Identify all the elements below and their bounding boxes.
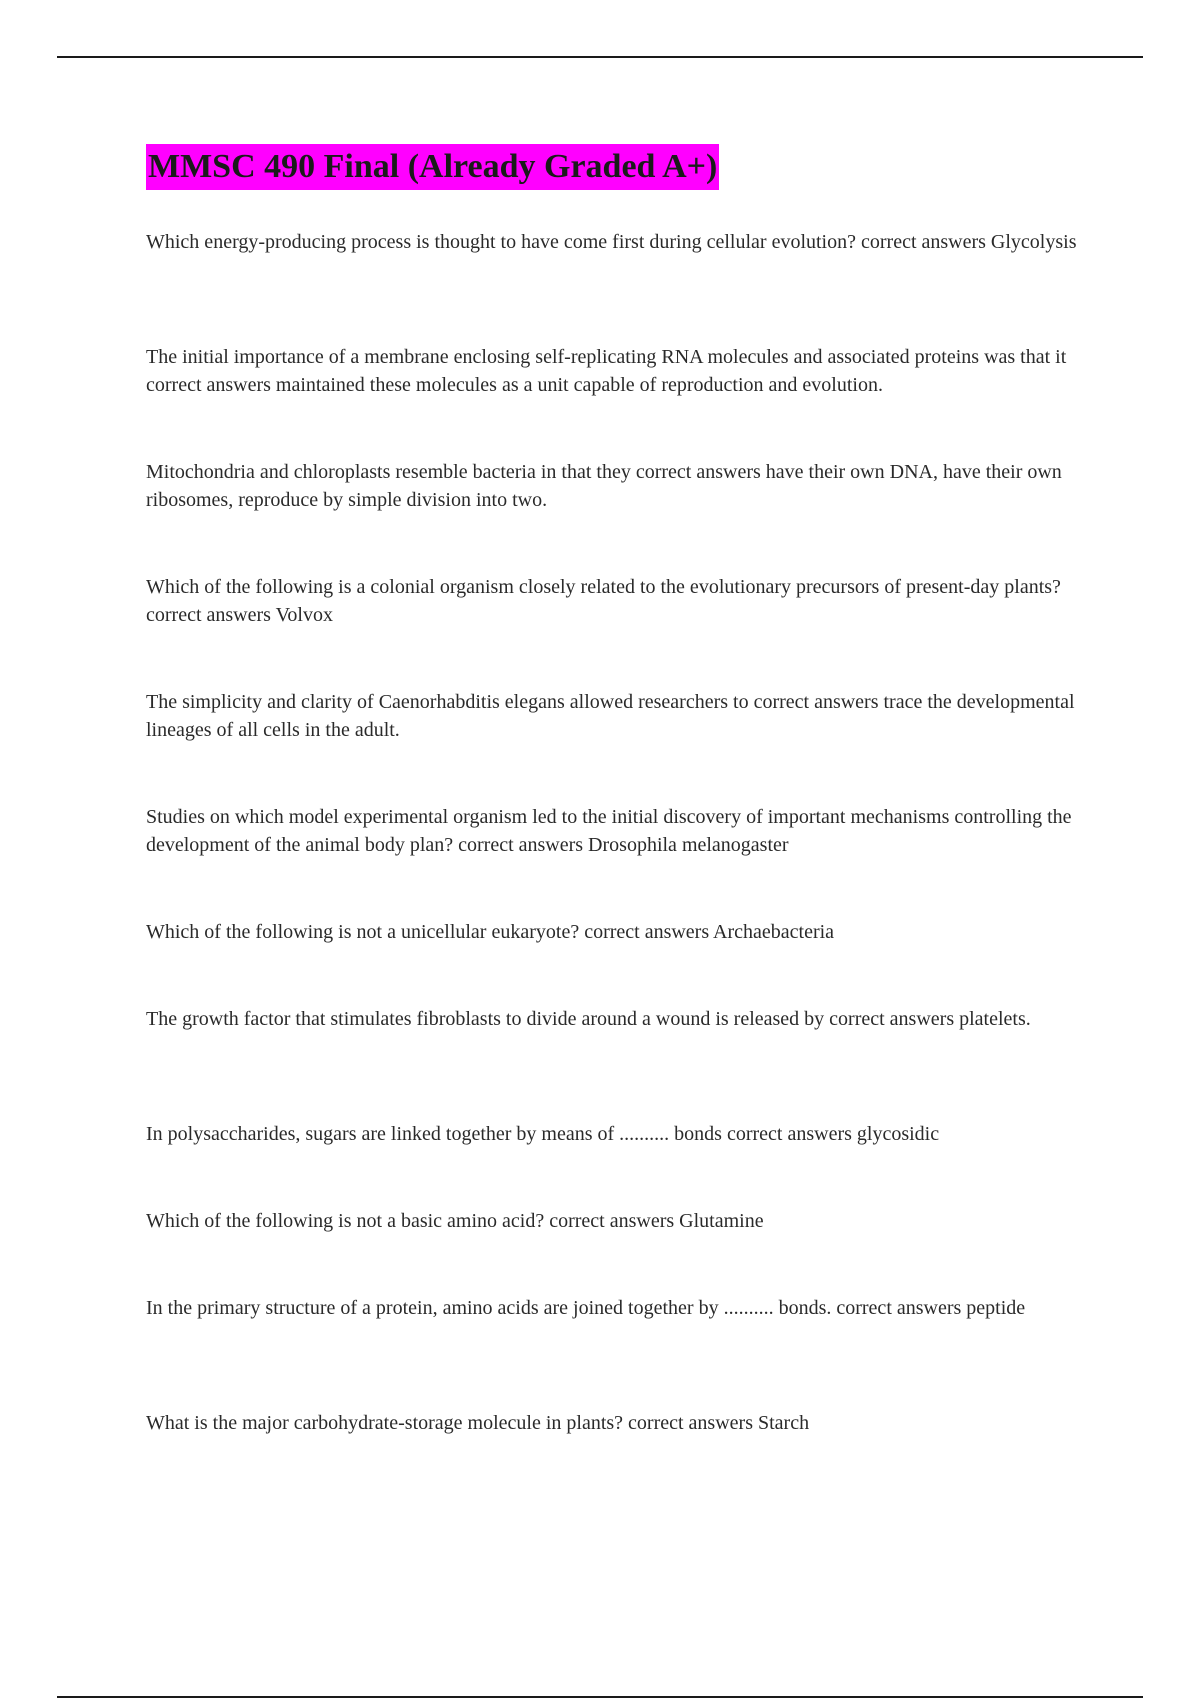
qa-item: Which of the following is not a basic amino acid? correct answers Glutamine [146,1210,764,1232]
qa-item: The simplicity and clarity of Caenorhabditis elegans allowed researchers to correct answers trace the developmental lineages of all cells in the adult. [146,691,1075,741]
qa-item: Mitochondria and chloroplasts resemble bacteria in that they correct answers have their own DNA, have their own ribosomes, reproduce by simple division into two. [146,461,1062,511]
document-title: MMSC 490 Final (Already Graded A+) [146,144,719,190]
bottom-divider [57,1696,1143,1698]
qa-item: The growth factor that stimulates fibroblasts to divide around a wound is released by correct answers platelets. [146,1008,1031,1030]
top-divider [57,56,1143,58]
qa-item: Studies on which model experimental organism led to the initial discovery of important mechanisms controlling the development of the animal body plan? correct answers Drosophila melanogaster [146,806,1072,856]
qa-item: Which of the following is not a unicellular eukaryote? correct answers Archaebacteria [146,921,835,943]
qa-item: In the primary structure of a protein, amino acids are joined together by .......... bonds. correct answers peptide [146,1297,1026,1319]
qa-item: Which energy-producing process is thought to have come first during cellular evolution? correct answers Glycolysis [146,231,1077,253]
qa-item: The initial importance of a membrane enclosing self-replicating RNA molecules and associated proteins was that it correct answers maintained these molecules as a unit capable of reproduction and evolution. [146,346,1067,396]
qa-list [146,228,1086,1496]
qa-item: Which of the following is a colonial organism closely related to the evolutionary precursors of present-day plants? correct answers Volvox [146,576,1061,626]
qa-item: What is the major carbohydrate-storage molecule in plants? correct answers Starch [146,1412,810,1434]
qa-item: In polysaccharides, sugars are linked together by means of .......... bonds correct answers glycosidic [146,1123,940,1145]
